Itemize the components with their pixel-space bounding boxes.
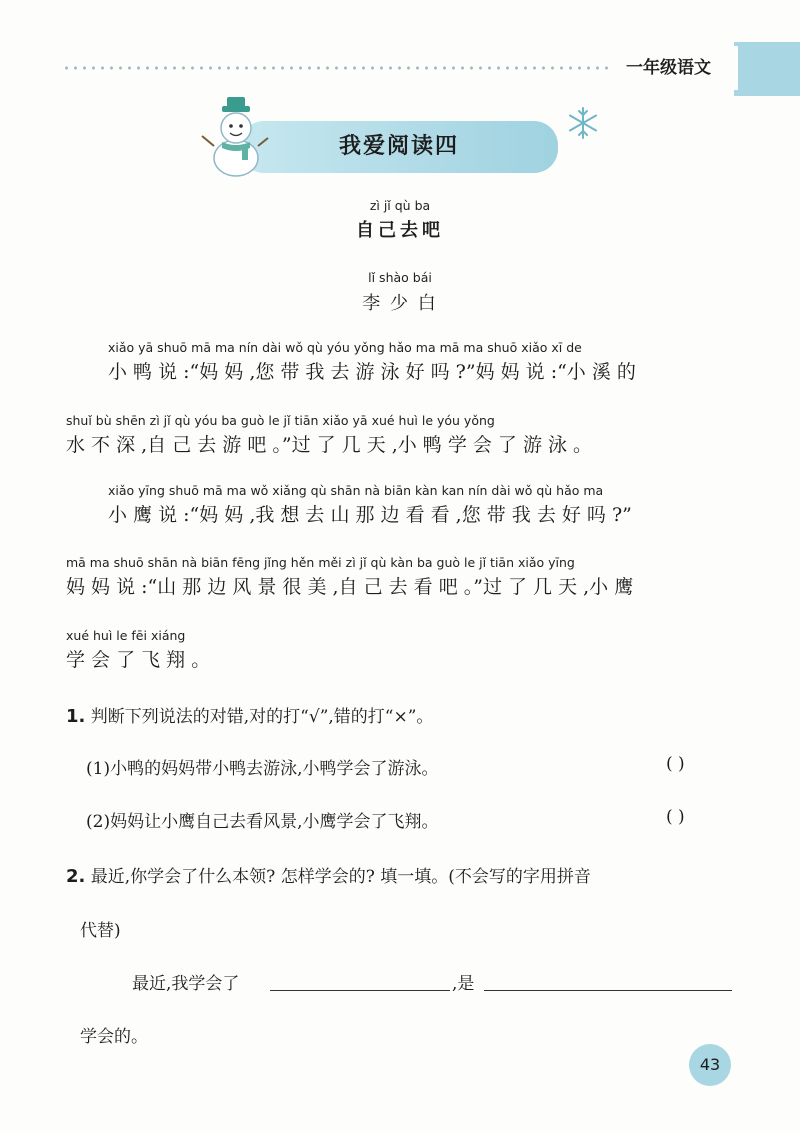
fill-prefix: 最近,我学会了 [132, 974, 240, 994]
question-2-number: 2. [66, 866, 86, 887]
page-number: 43 [689, 1044, 731, 1086]
story-line-4-text: 妈 妈 说 :“山 那 边 风 景 很 美 ,自 己 去 看 吧 。”过 了 几 天 ,小 鹰 [66, 576, 634, 598]
header-tab-decoration [734, 42, 800, 96]
story-line-2-pinyin: shuǐ bù shēn zì jǐ qù yóu ba guò le jǐ tiān xiǎo yā xué huì le yóu yǒng [66, 413, 495, 428]
snowman-icon [198, 96, 270, 178]
story-line-4-pinyin: mā ma shuō shān nà biān fēng jǐng hěn měi zì jǐ qù kàn ba guò le jǐ tiān xiǎo yīng [66, 555, 575, 570]
question-2-prompt-continued: 代替) [80, 921, 121, 941]
story-line-1-pinyin: xiǎo yā shuō mā ma nín dài wǒ qù yóu yǒng hǎo ma mā ma shuō xiǎo xī de [108, 340, 582, 355]
story-line-3-text: 小 鹰 说 :“妈 妈 ,我 想 去 山 那 边 看 看 ,您 带 我 去 好 吗 ?” [108, 504, 632, 526]
question-2 [66, 862, 591, 887]
snowflake-icon [566, 106, 600, 140]
question-1-item-1: (1)小鸭的妈妈带小鸭去游泳,小鸭学会了游泳。 [86, 759, 439, 779]
author-name: 李 少 白 [362, 293, 438, 314]
story-title-pinyin: zì jǐ qù ba [369, 198, 431, 213]
story-line-2-text: 水 不 深 ,自 己 去 游 吧 。”过 了 几 天 ,小 鸭 学 会 了 游 泳 。 [66, 434, 593, 456]
story-line-3-pinyin: xiǎo yīng shuō mā ma wǒ xiǎng qù shān nà biān kàn kan nín dài wǒ qù hǎo ma [108, 483, 604, 498]
author-pinyin: lǐ shào bái [368, 270, 432, 285]
question-1 [66, 702, 433, 727]
header-dotted-line [62, 64, 610, 72]
fill-blank-how[interactable] [484, 968, 732, 991]
question-2-prompt: 最近,你学会了什么本领? 怎样学会的? 填一填。(不会写的字用拼音 [90, 867, 591, 887]
story-line-5-pinyin: xué huì le fēi xiáng [66, 628, 186, 643]
grade-label: 一年级语文 [622, 46, 738, 90]
question-1-item-2: (2)妈妈让小鹰自己去看风景,小鹰学会了飞翔。 [86, 812, 439, 832]
question-1-prompt: 判断下列说法的对错,对的打“√”,错的打“×”。 [90, 707, 434, 727]
story-line-5-text: 学 会 了 飞 翔 。 [66, 649, 211, 671]
answer-bracket-2[interactable]: ( ) [666, 807, 685, 827]
answer-bracket-1[interactable]: ( ) [666, 754, 685, 774]
fill-suffix: 学会的。 [80, 1027, 148, 1047]
section-title: 我爱阅读四 [338, 134, 459, 159]
fill-middle: ,是 [452, 974, 475, 994]
story-title: 自己去吧 [356, 220, 444, 241]
question-1-number: 1. [66, 706, 86, 727]
story-line-1-text: 小 鸭 说 :“妈 妈 ,您 带 我 去 游 泳 好 吗 ?”妈 妈 说 :“小 溪 的 [108, 361, 636, 383]
fill-blank-skill[interactable] [270, 968, 450, 991]
